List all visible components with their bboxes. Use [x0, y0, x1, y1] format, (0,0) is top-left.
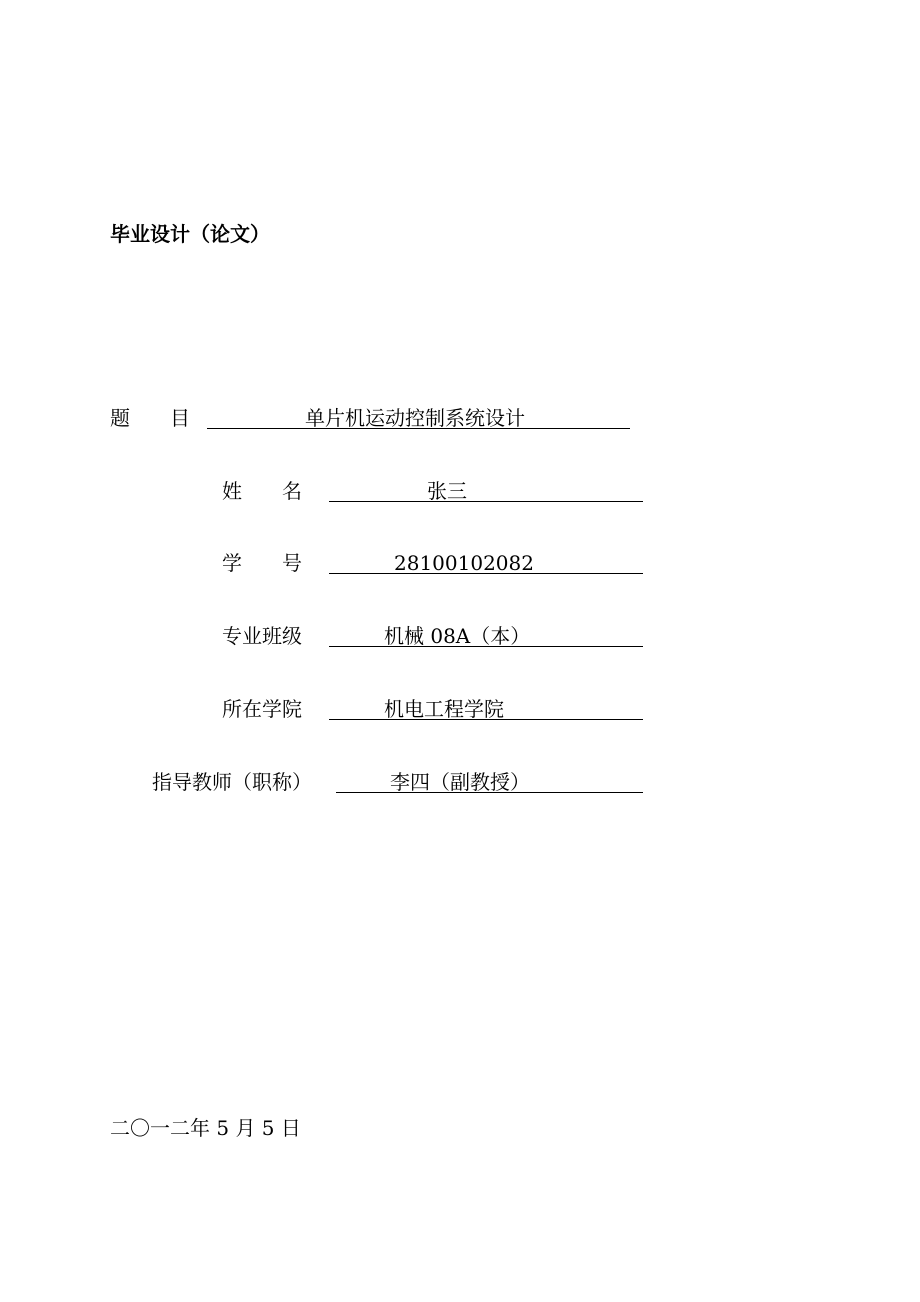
major-class-value: 机械 08A（本） — [384, 624, 531, 648]
name-value: 张三 — [427, 479, 467, 503]
college-value: 机电工程学院 — [384, 697, 504, 721]
advisor-label: 指导教师（职称） — [152, 770, 312, 794]
major-class-underline — [329, 646, 643, 647]
submission-date: 二〇一二年 5 月 5 日 — [110, 1116, 301, 1140]
college-label: 所在学院 — [222, 697, 302, 721]
college-underline — [329, 719, 643, 720]
title-underline — [207, 428, 630, 429]
advisor-underline — [336, 792, 643, 793]
title-label: 题 目 — [110, 406, 190, 430]
student-id-underline — [329, 573, 643, 574]
title-value: 单片机运动控制系统设计 — [305, 406, 525, 430]
name-label: 姓 名 — [222, 479, 302, 503]
advisor-value: 李四（副教授） — [390, 770, 530, 794]
student-id-label: 学 号 — [222, 551, 302, 575]
name-underline — [329, 501, 643, 502]
student-id-value: 28100102082 — [394, 551, 534, 575]
major-class-label: 专业班级 — [222, 624, 302, 648]
thesis-heading: 毕业设计（论文） — [110, 222, 270, 246]
